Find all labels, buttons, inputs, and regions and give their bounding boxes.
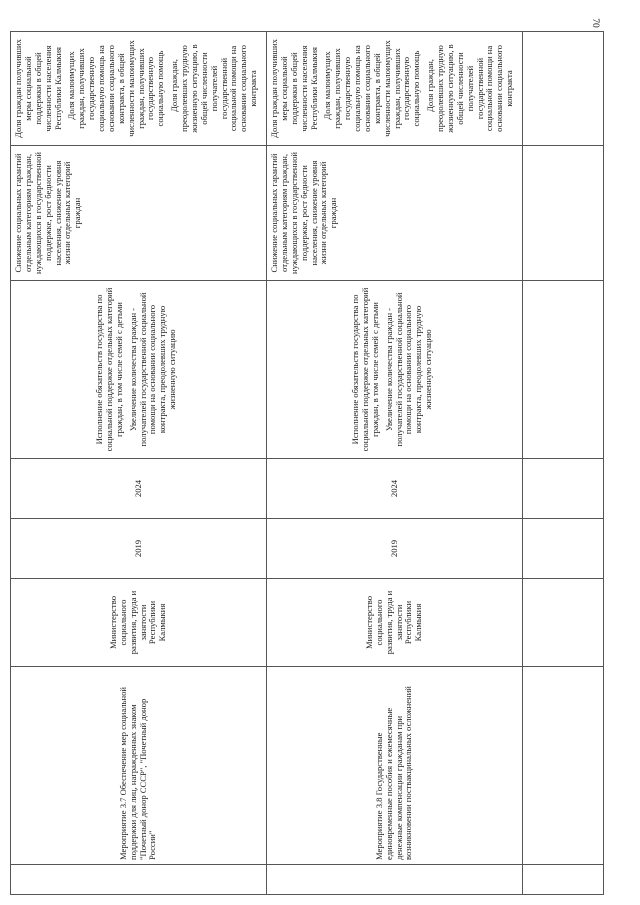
empty-cell bbox=[523, 146, 604, 281]
consequence-cell: Снижение социальных гарантий отдельным категориям граждан, нуждающихся в государственной поддержке, рост бедности населения, снижение уровня жизни отдельных категорий граждан bbox=[11, 146, 267, 281]
expected-result-cell bbox=[267, 281, 523, 459]
start-year-cell: 2019 bbox=[11, 519, 267, 579]
empty-cell bbox=[523, 519, 604, 579]
row-number-cell bbox=[267, 865, 523, 895]
rotated-table-container bbox=[10, 32, 604, 895]
expected-result-1: Исполнение обязательств государства по социальной поддержке отдельных категорий граждан, в том числе семей с детьми bbox=[350, 287, 380, 452]
expected-result-cell bbox=[11, 281, 267, 459]
start-year-cell: 2019 bbox=[267, 519, 523, 579]
end-year-cell: 2024 bbox=[11, 459, 267, 519]
empty-cell bbox=[523, 281, 604, 459]
indicator-cell bbox=[11, 32, 267, 146]
indicator-3: Доля граждан, преодолевших трудную жизненную ситуацию, в общей численности получателей государственной социальной помощи на основании социального контракта bbox=[425, 44, 515, 133]
indicator-1: Доля граждан получивших меры социальной поддержки в общей численности населения Республики Калмыкия bbox=[13, 39, 63, 138]
page-number: 70 bbox=[590, 18, 600, 28]
executor-cell: Министерство социального развития, труда и занятости Республики Калмыкия bbox=[11, 579, 267, 667]
indicator-2: Доля малоимущих граждан, получивших государственную социальную помощь на основании социального контракта, в общей численности малоимущих граждан, получивших государственную социальную помощь bbox=[322, 40, 422, 137]
table-row bbox=[11, 32, 267, 895]
activity-cell: Мероприятие 3.8 Государственные единовременные пособия и ежемесячные денежные компенсации гражданам при возникновении поствакцинальных осложнений bbox=[267, 667, 523, 865]
expected-result-2: Увеличение количества граждан - получателей государственной социальной помощи на основании социального контракта, преодолевших трудную жизненную ситуацию bbox=[383, 292, 434, 447]
indicator-2: Доля малоимущих граждан, получивших государственную социальную помощь на основании социального контракта, в общей численности малоимущих граждан, получивших государственную социальную помощь bbox=[66, 40, 166, 137]
indicator-cell bbox=[267, 32, 523, 146]
expected-result-1: Исполнение обязательств государства по социальной поддержке отдельных категорий граждан, в том числе семей с детьми bbox=[94, 287, 124, 452]
indicator-3: Доля граждан, преодолевших трудную жизненную ситуацию, в общей численности получателей государственной социальной помощи на основании социального контракта bbox=[169, 44, 259, 133]
program-activities-table bbox=[10, 31, 604, 895]
empty-cell bbox=[523, 667, 604, 865]
table-row bbox=[523, 32, 604, 895]
end-year-cell: 2024 bbox=[267, 459, 523, 519]
table-row bbox=[267, 32, 523, 895]
expected-result-2: Увеличение количества граждан - получателей государственной социальной помощи на основании социального контракта, преодолевших трудную жизненную ситуацию bbox=[127, 292, 178, 447]
empty-cell bbox=[523, 32, 604, 146]
consequence-cell: Снижение социальных гарантий отдельным категориям граждан, нуждающихся в государственной поддержке, рост бедности населения, снижение уровня жизни отдельных категорий граждан bbox=[267, 146, 523, 281]
row-number-cell bbox=[11, 865, 267, 895]
activity-cell: Мероприятие 3.7 Обеспечение мер социальной поддержки для лиц, награжденных знаком "Почетный донор СССР", "Почетный донор России" bbox=[11, 667, 267, 865]
empty-cell bbox=[523, 459, 604, 519]
executor-cell: Министерство социального развития, труда и занятости Республики Калмыкия bbox=[267, 579, 523, 667]
indicator-1: Доля граждан получивших меры социальной поддержки в общей численности населения Республики Калмыкия bbox=[269, 39, 319, 138]
empty-cell bbox=[523, 579, 604, 667]
empty-cell bbox=[523, 865, 604, 895]
